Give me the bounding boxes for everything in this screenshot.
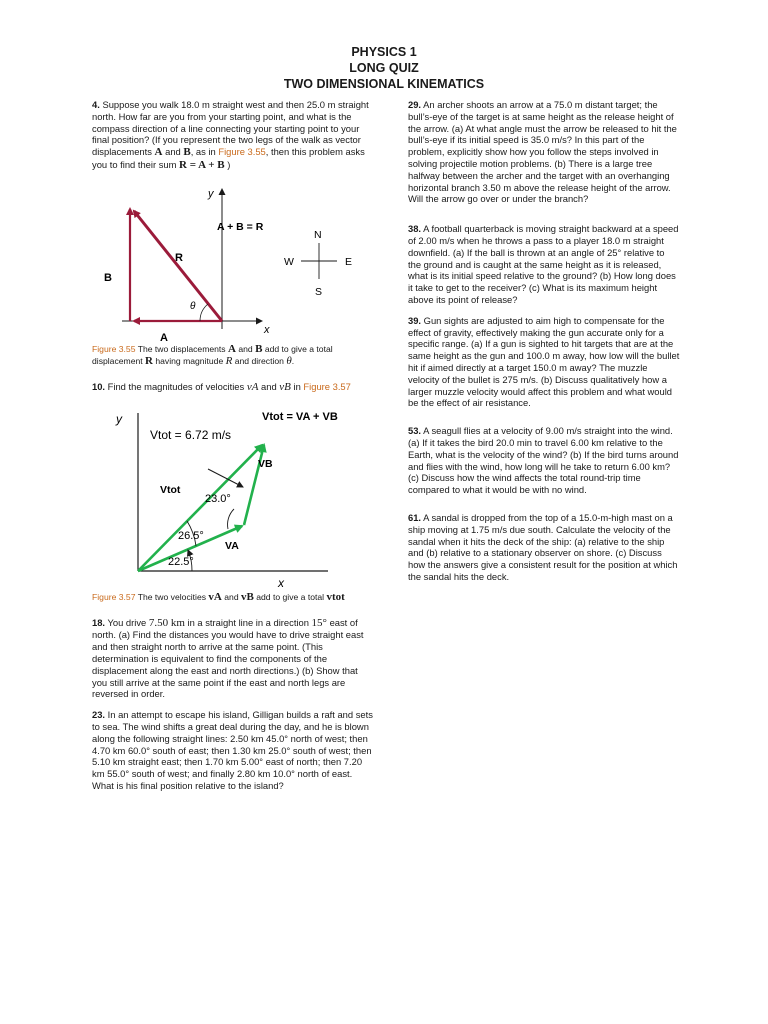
angle-value: 15° (311, 616, 327, 629)
velocity-total-arrow (138, 445, 262, 571)
compass-east-label: E (345, 255, 353, 268)
figure-reference-link[interactable]: Figure 3.57 (303, 380, 351, 392)
caption-vector-a: A (228, 342, 236, 355)
angle-23-label: 23.0° (205, 492, 231, 505)
vtot-pointer-line (208, 469, 243, 487)
header-quiz-type: LONG QUIZ (349, 61, 419, 75)
left-column (92, 99, 374, 801)
a-label: A (160, 331, 168, 341)
caption-text: The two velocities (137, 591, 207, 602)
vtot-label: Vtot (160, 483, 181, 496)
question-10 (92, 381, 374, 394)
va-label: VA (225, 539, 239, 552)
compass-south-label: S (315, 285, 323, 298)
question-text: A football quarterback is moving straight backward at a speed of 2.00 m/s when he throws a pass to a player 18.0 m straight downfield. (a) If the ball is thrown at an angle of 25° relative to the ground and is caught at the same height as it is released, what is its initial speed relative to the ground? (b) How long does it take to get to the receiver? (c) What is its maximum height above its point of release? (408, 223, 679, 305)
vector-b-symbol: B (183, 146, 191, 159)
figure-reference-link[interactable]: Figure 3.55 (218, 146, 266, 158)
caption-vector-r: R (145, 354, 153, 367)
caption-text: and (238, 343, 253, 354)
b-label: B (104, 271, 112, 284)
question-text: A sandal is dropped from the top of a 15.0-m-high mast on a ship moving at 1.75 m/s due south. Calculate the velocity of the sandal when it hits the deck of the ship: (a) relative to the ship and (b) relative to a stationary observer on shore. (c) Discuss how the answers give a consistent result for the position at which the sandal hits the deck. (408, 511, 678, 582)
question-38 (408, 223, 680, 306)
velocity-a-symbol: vA (246, 380, 259, 393)
figure-caption-ref: Figure 3.57 (92, 591, 136, 602)
question-number: 29. (408, 99, 422, 110)
velocity-b-arrow (244, 445, 264, 525)
question-4 (92, 99, 374, 172)
theta-angle-arc (200, 304, 208, 321)
question-18 (92, 617, 374, 701)
figure-3-57-diagram (92, 403, 374, 589)
quiz-header (0, 44, 768, 92)
question-text: A seagull flies at a velocity of 9.00 m/s straight into the wind. (a) If it takes the bird 20.0 min to travel 6.00 km relative to the Earth, what is the velocity of the wind? (b) If the bird turns around and flies with the wind, how long will he take to return 6.00 km? (c) Discuss how the wind affects the total round-trip time compared to what it would be with no wind. (408, 425, 679, 496)
question-text: An archer shoots an arrow at a 75.0 m distant target; the bull’s-eye of the target is at same height as the release height of the arrow. (a) At what angle must the arrow be released to hit the bull’s-eye if its initial speed is 35.0 m/s? In this part of the problem, explicitly show how you follow the steps involved in solving projectile motion problems. (b) There is a large tree halfway between the archer and the target with an overhanging horizontal branch 3.50 m above the release height of the arrow. Will the arrow go over or under the branch? (408, 99, 677, 205)
caption-text: . (291, 355, 295, 366)
angle-23-arc (228, 509, 234, 529)
question-61 (408, 512, 680, 583)
right-column (408, 99, 680, 592)
question-text: , then this problem asks you to find their sum (92, 146, 365, 170)
question-number: 18. (92, 616, 106, 628)
caption-theta: θ (286, 354, 292, 367)
y-axis-label: y (208, 187, 214, 200)
question-number: 23. (92, 709, 106, 721)
figure-3-55-diagram (92, 181, 374, 341)
figure-3-57-caption (92, 591, 374, 603)
caption-text: add to give a total displacement (92, 343, 333, 366)
conjunction: and (165, 146, 181, 158)
sum-label: Vtot = VA + VB (262, 410, 338, 423)
sum-label: A + B = R (217, 220, 264, 233)
caption-velocity-a: vA (208, 590, 222, 603)
caption-vector-b: B (255, 342, 263, 355)
caption-text: add to give a total (256, 591, 325, 602)
caption-text: and (224, 591, 239, 602)
question-number: 61. (408, 511, 422, 523)
velocity-b-symbol: vB (279, 380, 291, 393)
question-23 (92, 709, 374, 792)
x-axis-label: x (264, 323, 270, 336)
question-text: in a straight line in a direction (187, 616, 309, 628)
y-axis-label: y (116, 411, 122, 426)
question-text: Gun sights are adjusted to aim high to compensate for the effect of gravity, effectively making the gun accurate only for a specific range. (a) If a gun is sighted to hit targets that are at the same height as the gun and 100.0 m away, how low will the bullet hit if aimed directly at a target 150.0 m away? The muzzle velocity of the bullet is 275 m/s. (b) Discuss qualitatively how a larger muzzle velocity would affect this problem and what would be the effect of air resistance. (408, 314, 680, 409)
question-number: 53. (408, 425, 422, 437)
distance-value: 7.50 km (148, 616, 185, 629)
vector-r-arrow (134, 211, 222, 321)
question-text: You drive (107, 616, 147, 628)
header-topic: TWO DIMENSIONAL KINEMATICS (283, 77, 485, 91)
x-axis-label: x (278, 575, 284, 589)
caption-velocity-b: vB (241, 590, 254, 603)
question-text: , as in (190, 146, 216, 158)
r-label: R (175, 251, 183, 264)
question-number: 10. (92, 380, 106, 392)
header-subject: PHYSICS 1 (351, 45, 417, 59)
question-text: ) (227, 158, 231, 170)
vector-a-symbol: A (154, 146, 163, 159)
caption-magnitude-r: R (225, 354, 233, 367)
compass-west-label: W (284, 255, 294, 268)
angle-26-label: 26.5° (178, 529, 204, 542)
conjunction: and (261, 380, 277, 392)
caption-text: The two displacements (137, 343, 226, 354)
question-39 (408, 315, 680, 409)
question-number: 39. (408, 314, 422, 326)
caption-velocity-total: vtot (326, 590, 345, 603)
question-text: east of north. (a) Find the distances you would have to drive straight east and then straight north to arrive at the same point. (This determination is equivalent to find the components of the displacement along the east and north directions.) (b) Show that you still arrive at the same point if the east and north legs are reversed in order. (92, 616, 364, 700)
figure-caption-ref: Figure 3.55 (92, 343, 136, 354)
vtot-value-label: Vtot = 6.72 m/s (150, 427, 232, 442)
question-53 (408, 425, 680, 496)
sum-formula: R = A + B (179, 158, 225, 171)
question-text: in (293, 380, 301, 392)
theta-label: θ (190, 300, 196, 312)
question-text: Suppose you walk 18.0 m straight west and then 25.0 m straight north. How far are you from your starting point, and what is the compass direction of a line connecting your starting point to your final position? (If you represent the two legs of the walk as vector displacements (92, 99, 369, 158)
question-number: 38. (408, 223, 422, 235)
question-text: Find the magnitudes of velocities (107, 380, 245, 392)
caption-text: having magnitude (155, 355, 224, 366)
question-29 (408, 99, 680, 205)
caption-text: and direction (234, 355, 284, 366)
angle-22-label: 22.5° (168, 555, 194, 568)
question-number: 4. (92, 99, 100, 110)
compass-north-label: N (314, 228, 322, 241)
figure-3-55-caption (92, 343, 374, 367)
vb-label: VB (258, 457, 273, 470)
question-text: In an attempt to escape his island, Gilligan builds a raft and sets to sea. The wind shifts a great deal during the day, and he is blown along the following straight lines: 2.50 km 45.0° north of west; then 4.70 km 60.0° south of east; then 1.30 km 25.0° south of west; then 5.10 km straight east; then 1.70 km 5.00° east of north; then 7.20 km 55.0° south of west; and finally 2.80 km 10.0° north of east. What is his final position relative to the island? (92, 709, 373, 791)
